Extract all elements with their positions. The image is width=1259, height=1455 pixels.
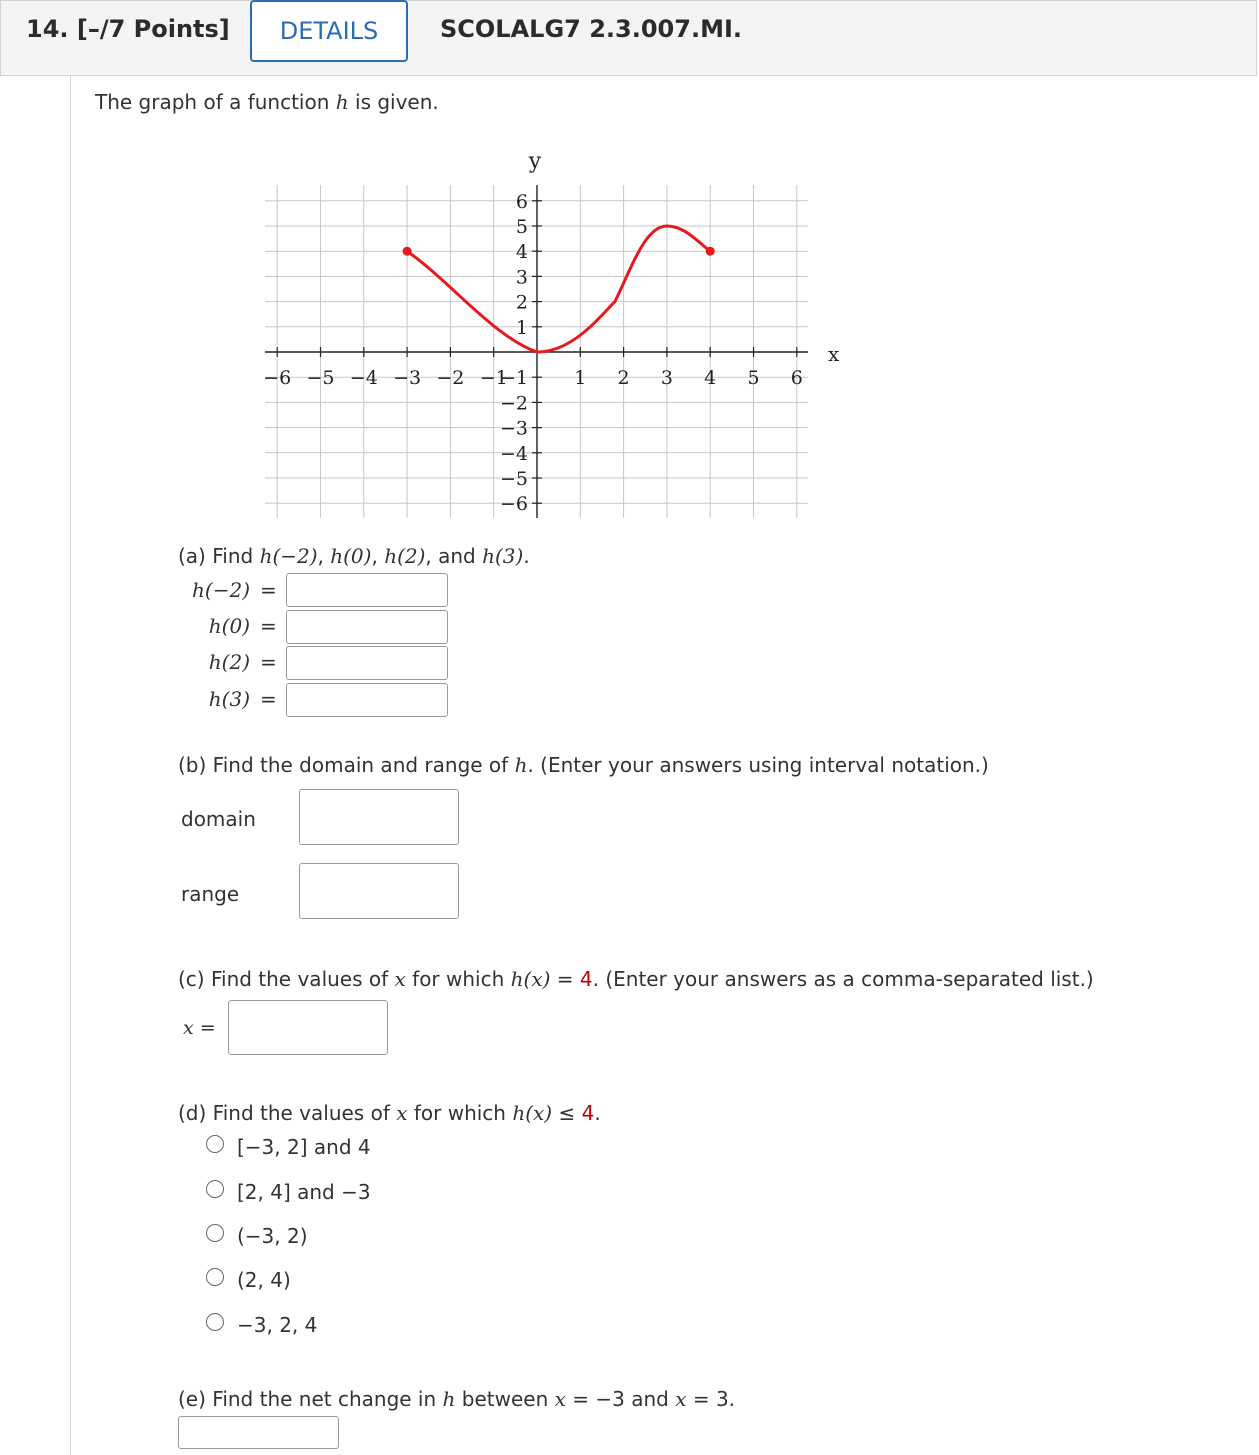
option-1-radio[interactable]	[206, 1135, 224, 1153]
h-0-label: h(0)	[208, 614, 250, 638]
part-d-le: ≤	[552, 1101, 582, 1125]
option-3-radio[interactable]	[206, 1224, 224, 1242]
h-3-eq: =	[260, 687, 277, 711]
h-0-eq: =	[260, 614, 277, 638]
h-minus2-eq: =	[260, 578, 277, 602]
part-d-prompt-end: .	[594, 1101, 601, 1125]
x-equals-label: x =	[183, 1017, 216, 1039]
question-points: 14. [–/7 Points]	[26, 15, 230, 43]
part-a-sep: ,	[371, 544, 385, 568]
part-e-eq2: = 3.	[686, 1387, 736, 1411]
x-tick-label: 3	[660, 367, 673, 389]
x-tick-label: 5	[747, 367, 760, 389]
part-b-prompt-start: (b) Find the domain and range of	[178, 753, 515, 777]
part-e-prompt-start: (e) Find the net change in	[178, 1387, 443, 1411]
option-5-radio[interactable]	[206, 1313, 224, 1331]
endpoint-right	[706, 247, 715, 256]
intro-text	[95, 90, 439, 114]
x-tick-label: −6	[263, 367, 292, 389]
part-d-value: 4	[581, 1101, 595, 1125]
part-a-prompt-start: (a) Find	[178, 544, 260, 568]
part-d-fn: h(x)	[512, 1101, 553, 1125]
y-tick-label: 5	[515, 216, 528, 238]
part-a-sep: .	[523, 544, 530, 568]
part-e-var: h	[442, 1387, 456, 1411]
part-a-item: h(3)	[482, 544, 524, 568]
x-tick-label: −1	[479, 367, 508, 389]
part-c-eq: =	[550, 967, 580, 991]
part-d-prompt-start: (d) Find the values of	[178, 1101, 397, 1125]
part-c-prompt-end: . (Enter your answers as a comma-separated list.)	[592, 967, 1094, 991]
domain-input[interactable]	[299, 789, 459, 845]
endpoint-left	[403, 247, 412, 256]
left-divider	[70, 76, 71, 1455]
y-tick-label: −6	[499, 493, 528, 516]
graph-ticks	[263, 191, 803, 515]
part-d-mid: for which	[407, 1101, 513, 1125]
option-2-radio[interactable]	[206, 1180, 224, 1198]
domain-label: domain	[181, 807, 256, 831]
part-c-prompt-start: (c) Find the values of	[178, 967, 395, 991]
part-a-item: h(0)	[330, 544, 372, 568]
x-tick-label: 4	[704, 367, 717, 389]
part-b-var: h	[514, 753, 528, 777]
option-3-label[interactable]: (−3, 2)	[237, 1224, 308, 1248]
option-4-label[interactable]: (2, 4)	[237, 1268, 291, 1292]
h-2-eq: =	[260, 650, 277, 674]
part-c-mid: for which	[405, 967, 511, 991]
h-2-label: h(2)	[208, 650, 250, 674]
part-a-sep: ,	[317, 544, 331, 568]
x-tick-label: −4	[349, 367, 378, 389]
x-values-input[interactable]	[228, 1000, 388, 1055]
range-input[interactable]	[299, 863, 459, 919]
question-id: SCOLALG7 2.3.007.MI.	[440, 15, 742, 43]
part-e-x2: x	[675, 1387, 687, 1411]
option-1-label[interactable]: [−3, 2] and 4	[237, 1135, 371, 1159]
part-c-value: 4	[579, 967, 593, 991]
function-curve	[407, 226, 710, 352]
part-c-x: x	[394, 967, 406, 991]
part-c-fn: h(x)	[510, 967, 551, 991]
option-4-radio[interactable]	[206, 1268, 224, 1286]
x-tick-label: −2	[436, 367, 465, 389]
part-a-item: h(2)	[384, 544, 426, 568]
intro-prefix: The graph of a function	[95, 90, 336, 114]
net-change-input[interactable]	[178, 1416, 339, 1449]
y-tick-label: −2	[499, 392, 528, 415]
option-5-label[interactable]: −3, 2, 4	[237, 1313, 318, 1337]
part-b-prompt	[178, 753, 989, 777]
y-tick-label: −3	[499, 417, 528, 440]
part-d-x: x	[396, 1101, 408, 1125]
intro-var: h	[335, 90, 349, 114]
y-tick-label: 1	[515, 316, 528, 339]
intro-suffix: is given.	[348, 90, 439, 114]
h-2-input[interactable]	[286, 646, 448, 680]
part-e-eq1: = −3 and	[565, 1387, 676, 1411]
y-tick-label: −1	[499, 367, 528, 390]
function-graph	[250, 140, 850, 530]
x-tick-label: 2	[617, 367, 630, 389]
y-tick-label: −4	[499, 442, 528, 465]
x-tick-label: 1	[574, 367, 587, 389]
h-minus2-label: h(−2)	[192, 578, 250, 602]
h-3-input[interactable]	[286, 683, 448, 717]
part-a-item: h(−2)	[259, 544, 318, 568]
details-button[interactable]: DETAILS	[250, 0, 408, 62]
x-tick-label: −5	[306, 367, 335, 389]
h-minus2-input[interactable]	[286, 573, 448, 607]
part-b-prompt-end: . (Enter your answers using interval notation.)	[527, 753, 989, 777]
part-c-prompt	[178, 967, 1094, 991]
part-e-x1: x	[554, 1387, 566, 1411]
h-0-input[interactable]	[286, 610, 448, 644]
x-tick-label: 6	[790, 367, 803, 389]
option-2-label[interactable]: [2, 4] and −3	[237, 1180, 371, 1204]
part-a-prompt	[178, 544, 530, 568]
h-3-label: h(3)	[208, 687, 250, 711]
y-tick-label: 4	[515, 241, 528, 264]
y-tick-label: 2	[515, 291, 528, 314]
x-tick-label: −3	[393, 367, 422, 389]
part-d-prompt	[178, 1101, 601, 1125]
y-tick-label: −5	[499, 468, 528, 490]
part-e-prompt	[178, 1387, 735, 1411]
part-a-sep: , and	[425, 544, 483, 568]
part-e-mid: between	[455, 1387, 555, 1411]
range-label: range	[181, 882, 240, 906]
x-axis-label: x	[828, 342, 840, 366]
y-tick-label: 3	[515, 266, 528, 289]
y-axis-label: y	[528, 149, 542, 174]
y-tick-label: 6	[515, 190, 528, 213]
